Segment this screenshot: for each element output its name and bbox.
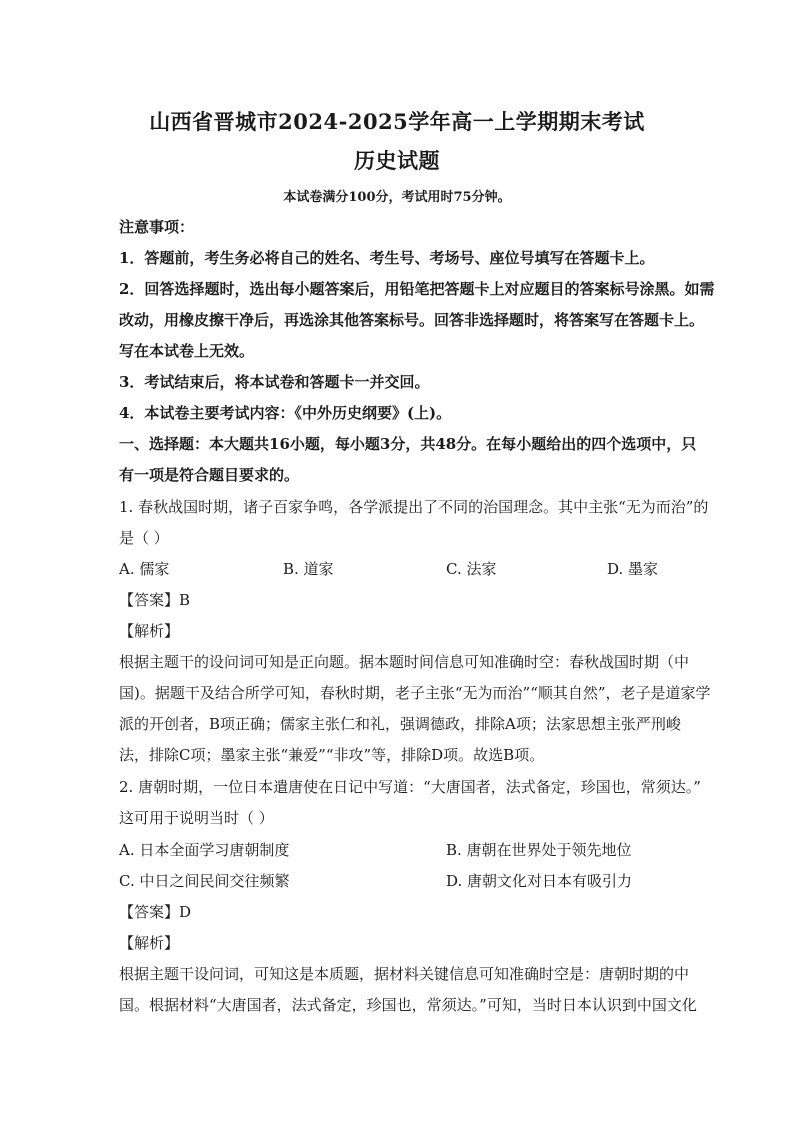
- option-b: B. 唐朝在世界处于领先地位: [446, 841, 632, 859]
- question-stem-cont: 这可用于说明当时（ ）: [119, 809, 274, 827]
- analysis-text: 法，排除C项；墨家主张“兼爱”“非攻”等，排除D项。故选B项。: [119, 746, 545, 764]
- analysis-text: 国)。据题干及结合所学可知，春秋时期，老子主张“无为而治”“顺其自然”，老子是道家学: [119, 684, 711, 702]
- notice-item: 2．回答选择题时，选出每小题答案后，用铅笔把答题卡上对应题目的答案标号涂黑。如需: [119, 280, 715, 298]
- analysis-text: 派的开创者，B项正确；儒家主张仁和礼，强调德政，排除A项；法家思想主张严刑峻: [119, 715, 681, 733]
- analysis-text: 根据主题干设问词，可知这是本质题，据材料关键信息可知准确时空是：唐朝时期的中: [119, 965, 690, 983]
- question-stem-cont: 是（ ）: [119, 529, 169, 547]
- question-stem: 1. 春秋战国时期，诸子百家争鸣，各学派提出了不同的治国理念。其中主张“无为而治”的: [119, 498, 709, 516]
- analysis-text: 根据主题干的设问词可知是正向题。据本题时间信息可知准确时空：春秋战国时期（中: [119, 653, 690, 671]
- notice-item: 3．考试结束后，将本试卷和答题卡一并交回。: [119, 373, 430, 391]
- option-d: D. 墨家: [607, 560, 659, 578]
- section-heading: 一、选择题：本大题共16小题，每小题3分，共48分。在每小题给出的四个选项中，只: [119, 435, 697, 453]
- notice-item: 改动，用橡皮擦干净后，再选涂其他答案标号。回答非选择题时，将答案写在答题卡上。: [119, 311, 705, 329]
- answer-label: 【答案】D: [119, 903, 192, 921]
- answer-label: 【答案】B: [119, 591, 191, 609]
- option-b: B. 道家: [283, 560, 334, 578]
- section-heading-cont: 有一项是符合题目要求的。: [119, 466, 300, 484]
- notice-item: 1．答题前，考生务必将自己的姓名、考生号、考场号、座位号填写在答题卡上。: [119, 249, 655, 267]
- notice-item: 4．本试卷主要考试内容：《中外历史纲要》(上)。: [119, 404, 452, 422]
- analysis-label: 【解析】: [119, 622, 180, 640]
- option-a: A. 儒家: [119, 560, 170, 578]
- analysis-text: 国。根据材料“大唐国者，法式备定，珍国也，常须达。”可知，当时日本认识到中国文化: [119, 996, 697, 1014]
- notice-heading: 注意事项：: [119, 218, 195, 236]
- analysis-label: 【解析】: [119, 934, 180, 952]
- option-a: A. 日本全面学习唐朝制度: [119, 841, 290, 859]
- option-d: D. 唐朝文化对日本有吸引力: [446, 872, 633, 890]
- exam-subtitle: 历史试题: [354, 148, 440, 173]
- notice-item: 写在本试卷上无效。: [119, 342, 255, 360]
- option-c: C. 法家: [446, 560, 497, 578]
- exam-title: 山西省晋城市2024-2025学年高一上学期期末考试: [149, 109, 645, 134]
- option-c: C. 中日之间民间交往频繁: [119, 872, 290, 890]
- question-stem: 2. 唐朝时期，一位日本遣唐使在日记中写道：“大唐国者，法式备定，珍国也，常须达。”: [119, 778, 701, 796]
- exam-note: 本试卷满分100分，考试用时75分钟。: [283, 190, 511, 205]
